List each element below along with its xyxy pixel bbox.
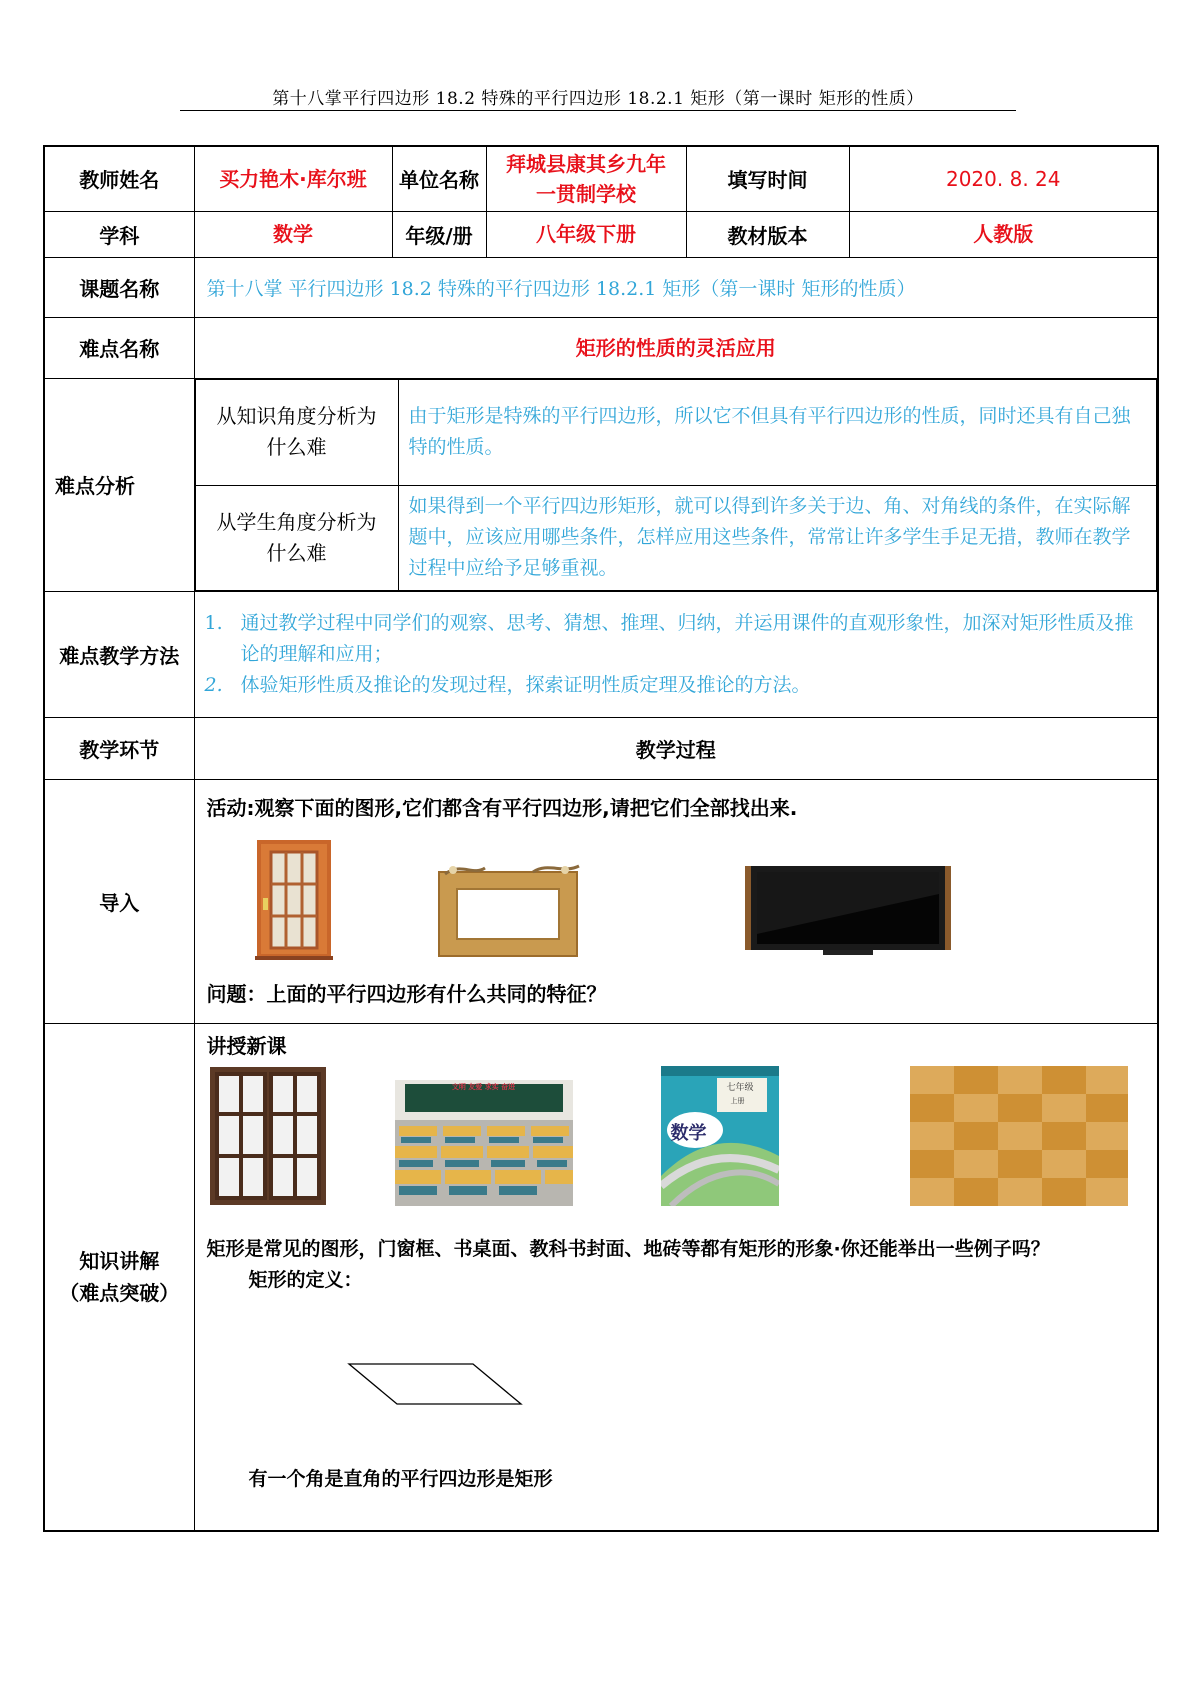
lesson-text: 矩形是常见的图形，门窗框、书桌面、教科书封面、地砖等都有矩形的形象·你还能举出一些例子吗？ [206, 1237, 1050, 1260]
unit-label: 单位名称 [392, 146, 486, 211]
television-image [743, 864, 953, 958]
teacher-value: 买力艳木·库尔班 [194, 146, 392, 211]
textbook-image [661, 1066, 779, 1206]
date-label: 填写时间 [686, 146, 849, 211]
knowledge-angle-text: 由于矩形是特殊的平行四边形，所以它不但具有平行四边形的性质，同时还具有自己独特的性质。 [398, 379, 1157, 485]
header-rule [180, 110, 1016, 111]
unit-value: 拜城县康其乡九年一贯制学校 [486, 146, 686, 211]
parallelogram-figure [347, 1360, 523, 1408]
teacher-label: 教师姓名 [44, 146, 194, 211]
edition-value: 人教版 [849, 211, 1158, 257]
subject-label: 学科 [44, 211, 194, 257]
lesson-heading: 讲授新课 [206, 1033, 287, 1058]
difficulty-label: 难点名称 [44, 317, 194, 378]
page-header: 第十八掌平行四边形 18.2 特殊的平行四边形 18.2.1 矩形（第一课时 矩形的性质） [272, 89, 924, 109]
student-angle-label: 从学生角度分析为什么难 [195, 485, 398, 590]
method-item-text: 通过教学过程中同学们的观察、思考、猜想、推理、归纳，并运用课件的直观形象性，加深对矩形性质及推论的理解和应用； [240, 611, 1134, 665]
process-header: 教学过程 [194, 717, 1158, 779]
subject-value: 数学 [194, 211, 392, 257]
definition-text: 有一个角是直角的平行四边形是矩形 [248, 1467, 553, 1490]
analysis-subtable [195, 379, 1158, 591]
method-label: 难点教学方法 [44, 591, 194, 717]
topic-value: 第十八掌 平行四边形 18.2 特殊的平行四边形 18.2.1 矩形（第一课时 矩形的性质） [194, 257, 1158, 317]
lesson-label-sub: （难点突破） [59, 1280, 180, 1305]
student-angle-text: 如果得到一个平行四边形矩形，就可以得到许多关于边、角、对角线的条件，在实际解题中，应该应用哪些条件，怎样应用这些条件，常常让许多学生手足无措，教师在教学过程中应给予足够重视。 [398, 485, 1157, 590]
method-item-number: 2. [204, 673, 223, 696]
method-item [205, 608, 1148, 670]
intro-question: 问题：上面的平行四边形有什么共同的特征？ [206, 981, 607, 1006]
intro-activity: 活动:观察下面的图形,它们都含有平行四边形,请把它们全部找出来. [206, 795, 798, 820]
difficulty-value: 矩形的性质的灵活应用 [194, 317, 1158, 378]
lesson-label: 知识讲解 [79, 1248, 160, 1273]
method-item-text: 体验矩形性质及推论的发现过程，探索证明性质定理及推论的方法。 [240, 673, 811, 696]
textbook-grade: 七年级 [726, 1082, 754, 1093]
analysis-label: 难点分析 [44, 378, 194, 591]
door-image [253, 838, 335, 962]
process-stage-label: 教学环节 [44, 717, 194, 779]
date-value: 2020. 8. 24 [849, 146, 1158, 211]
knowledge-angle-label: 从知识角度分析为什么难 [195, 379, 398, 485]
classroom-image [395, 1080, 573, 1206]
textbook-title: 数学 [670, 1122, 707, 1144]
textbook-volume: 上册 [730, 1096, 745, 1105]
method-item [205, 670, 1148, 701]
grade-label: 年级/册 [392, 211, 486, 257]
floor-tiles-image [910, 1066, 1128, 1206]
topic-label: 课题名称 [44, 257, 194, 317]
classroom-banner: 文明 友爱 求实 奋进 [451, 1082, 516, 1091]
window-image [209, 1066, 327, 1206]
lesson-plan-table [43, 145, 1159, 1532]
edition-label: 教材版本 [686, 211, 849, 257]
intro-label: 导入 [44, 779, 194, 1023]
grade-value: 八年级下册 [486, 211, 686, 257]
photo-frame-image [433, 862, 583, 958]
method-item-number: 1. [204, 611, 223, 634]
definition-label: 矩形的定义： [248, 1268, 363, 1291]
